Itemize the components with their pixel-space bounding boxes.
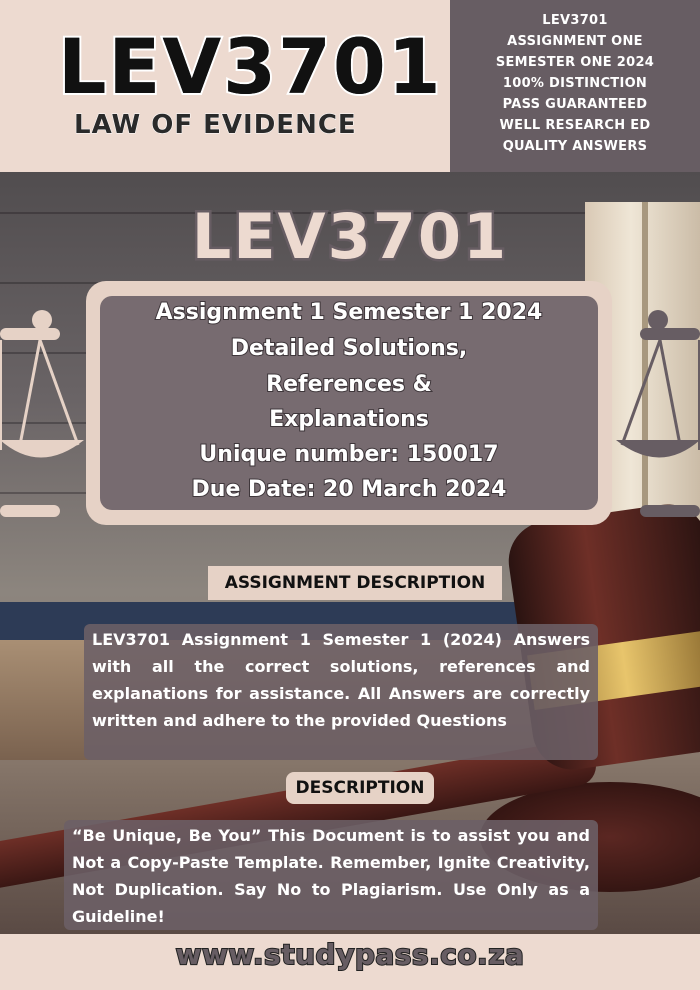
- course-code-heading: LEV3701: [58, 22, 443, 111]
- promo-line: PASS GUARANTEED: [502, 97, 648, 112]
- website-url: www.studypass.co.za: [175, 938, 525, 971]
- promo-line: QUALITY ANSWERS: [502, 139, 648, 154]
- promo-line: SEMESTER ONE 2024: [495, 55, 655, 70]
- description-text: “Be Unique, Be You” This Document is to assist you and Not a Copy-Paste Template. Remember, Ignite Creativity, Not Duplication. Say No to Plagiarism. Use Only as a Guideline!: [64, 820, 598, 930]
- promo-line: WELL RESEARCH ED: [499, 118, 651, 133]
- main-title: LEV3701: [191, 200, 509, 273]
- promo-panel: [450, 0, 700, 172]
- scales-of-justice-icon: [610, 300, 700, 540]
- info-line: Due Date: 20 March 2024: [191, 477, 507, 502]
- promo-line: 100% DISTINCTION: [502, 76, 648, 91]
- header-left-panel: [0, 0, 450, 172]
- promo-text: [450, 10, 700, 157]
- assignment-description-label: ASSIGNMENT DESCRIPTION: [208, 566, 502, 600]
- info-line: Assignment 1 Semester 1 2024: [155, 300, 543, 325]
- info-line: Detailed Solutions,: [230, 336, 468, 361]
- promo-line: LEV3701: [542, 13, 608, 28]
- promo-line: ASSIGNMENT ONE: [507, 34, 643, 49]
- info-line: Unique number: 150017: [199, 442, 499, 467]
- course-subtitle: LAW OF EVIDENCE: [74, 110, 357, 140]
- info-line: References &: [266, 372, 432, 397]
- description-label: DESCRIPTION: [286, 772, 434, 804]
- scales-of-justice-icon: [0, 300, 90, 540]
- assignment-description-text: LEV3701 Assignment 1 Semester 1 (2024) Answers with all the correct solutions, references and explanations for assistance. All Answers are correctly written and adhere to the provided Questions: [84, 624, 598, 760]
- info-line: Explanations: [269, 407, 429, 432]
